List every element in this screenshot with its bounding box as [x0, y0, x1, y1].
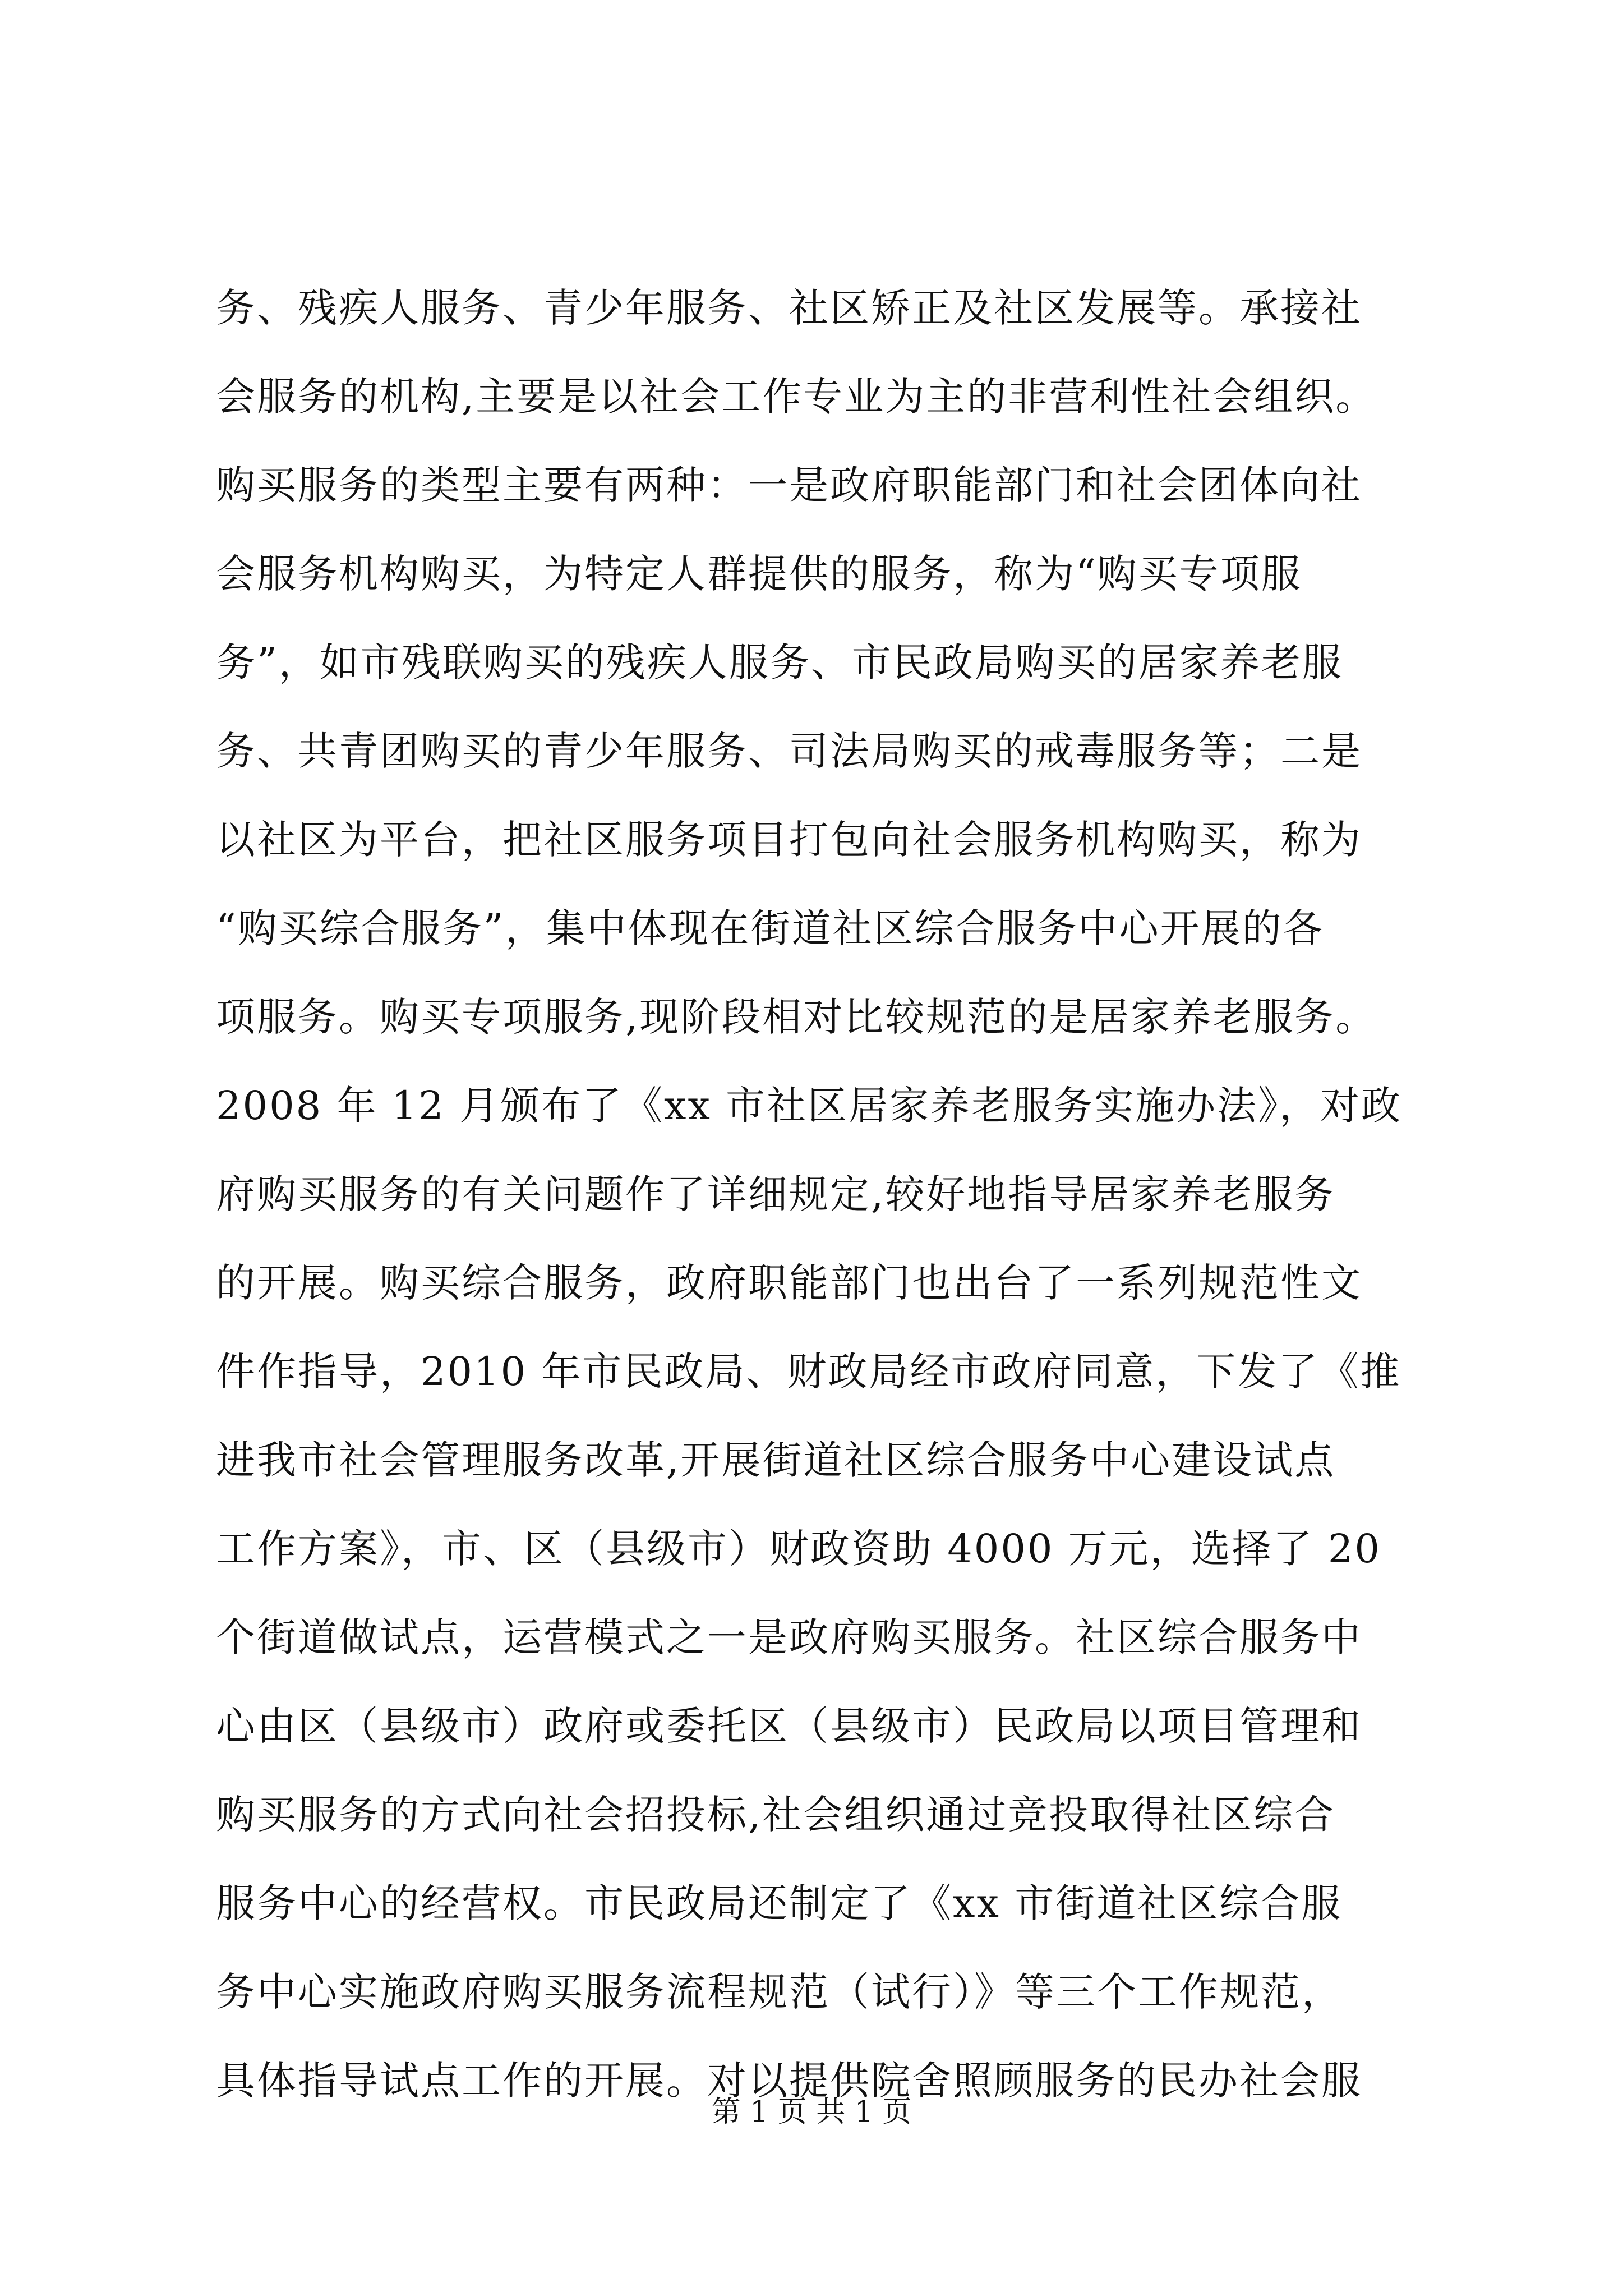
text-line: 件作指导，2010 年市民政局、财政局经市政府同意，下发了《推	[216, 1349, 1401, 1395]
body-text	[216, 264, 1450, 2125]
text-line: 服务中心的经营权。市民政局还制定了《xx 市街道社区综合服	[216, 1880, 1343, 1926]
text-line: 进我市社会管理服务改革,开展街道社区综合服务中心建设试点	[216, 1437, 1336, 1483]
text-line: 个街道做试点，运营模式之一是政府购买服务。社区综合服务中	[216, 1614, 1362, 1660]
text-line: 会服务机构购买，为特定人群提供的服务，称为“购买专项服	[216, 551, 1302, 597]
text-line: 府购买服务的有关问题作了详细规定,较好地指导居家养老服务	[216, 1171, 1336, 1217]
text-line: 务、残疾人服务、青少年服务、社区矫正及社区发展等。承接社	[216, 285, 1362, 331]
text-line: 购买服务的方式向社会招投标,社会组织通过竞投取得社区综合	[216, 1792, 1336, 1838]
text-line: 心由区（县级市）政府或委托区（县级市）民政局以项目管理和	[216, 1703, 1362, 1749]
text-line: 务中心实施政府购买服务流程规范（试行）》等三个工作规范，	[216, 1969, 1343, 2015]
text-line: 以社区为平台，把社区服务项目打包向社会服务机构购买，称为	[216, 817, 1362, 863]
text-line: 的开展。购买综合服务，政府职能部门也出台了一系列规范性文	[216, 1260, 1362, 1306]
text-line: “购买综合服务”，集中体现在街道社区综合服务中心开展的各	[216, 905, 1324, 951]
text-line: 具体指导试点工作的开展。对以提供院舍照顾服务的民办社会服	[216, 2058, 1362, 2104]
text-line: 工作方案》，市、区（县级市）财政资助 4000 万元，选择了 20	[216, 1526, 1381, 1572]
text-line: 务、共青团购买的青少年服务、司法局购买的戒毒服务等；二是	[216, 728, 1362, 774]
text-line: 项服务。购买专项服务,现阶段相对比较规范的是居家养老服务。	[216, 994, 1377, 1040]
text-line: 购买服务的类型主要有两种：一是政府职能部门和社会团体向社	[216, 462, 1362, 508]
page-number: 第 1 页 共 1 页	[711, 2095, 912, 2129]
page-footer	[0, 2092, 1623, 2132]
text-line: 2008 年 12 月颁布了《xx 市社区居家养老服务实施办法》，对政	[216, 1083, 1403, 1129]
text-line: 会服务的机构,主要是以社会工作专业为主的非营利性社会组织。	[216, 374, 1377, 420]
text-line: 务”，如市残联购买的残疾人服务、市民政局购买的居家养老服	[216, 639, 1343, 685]
